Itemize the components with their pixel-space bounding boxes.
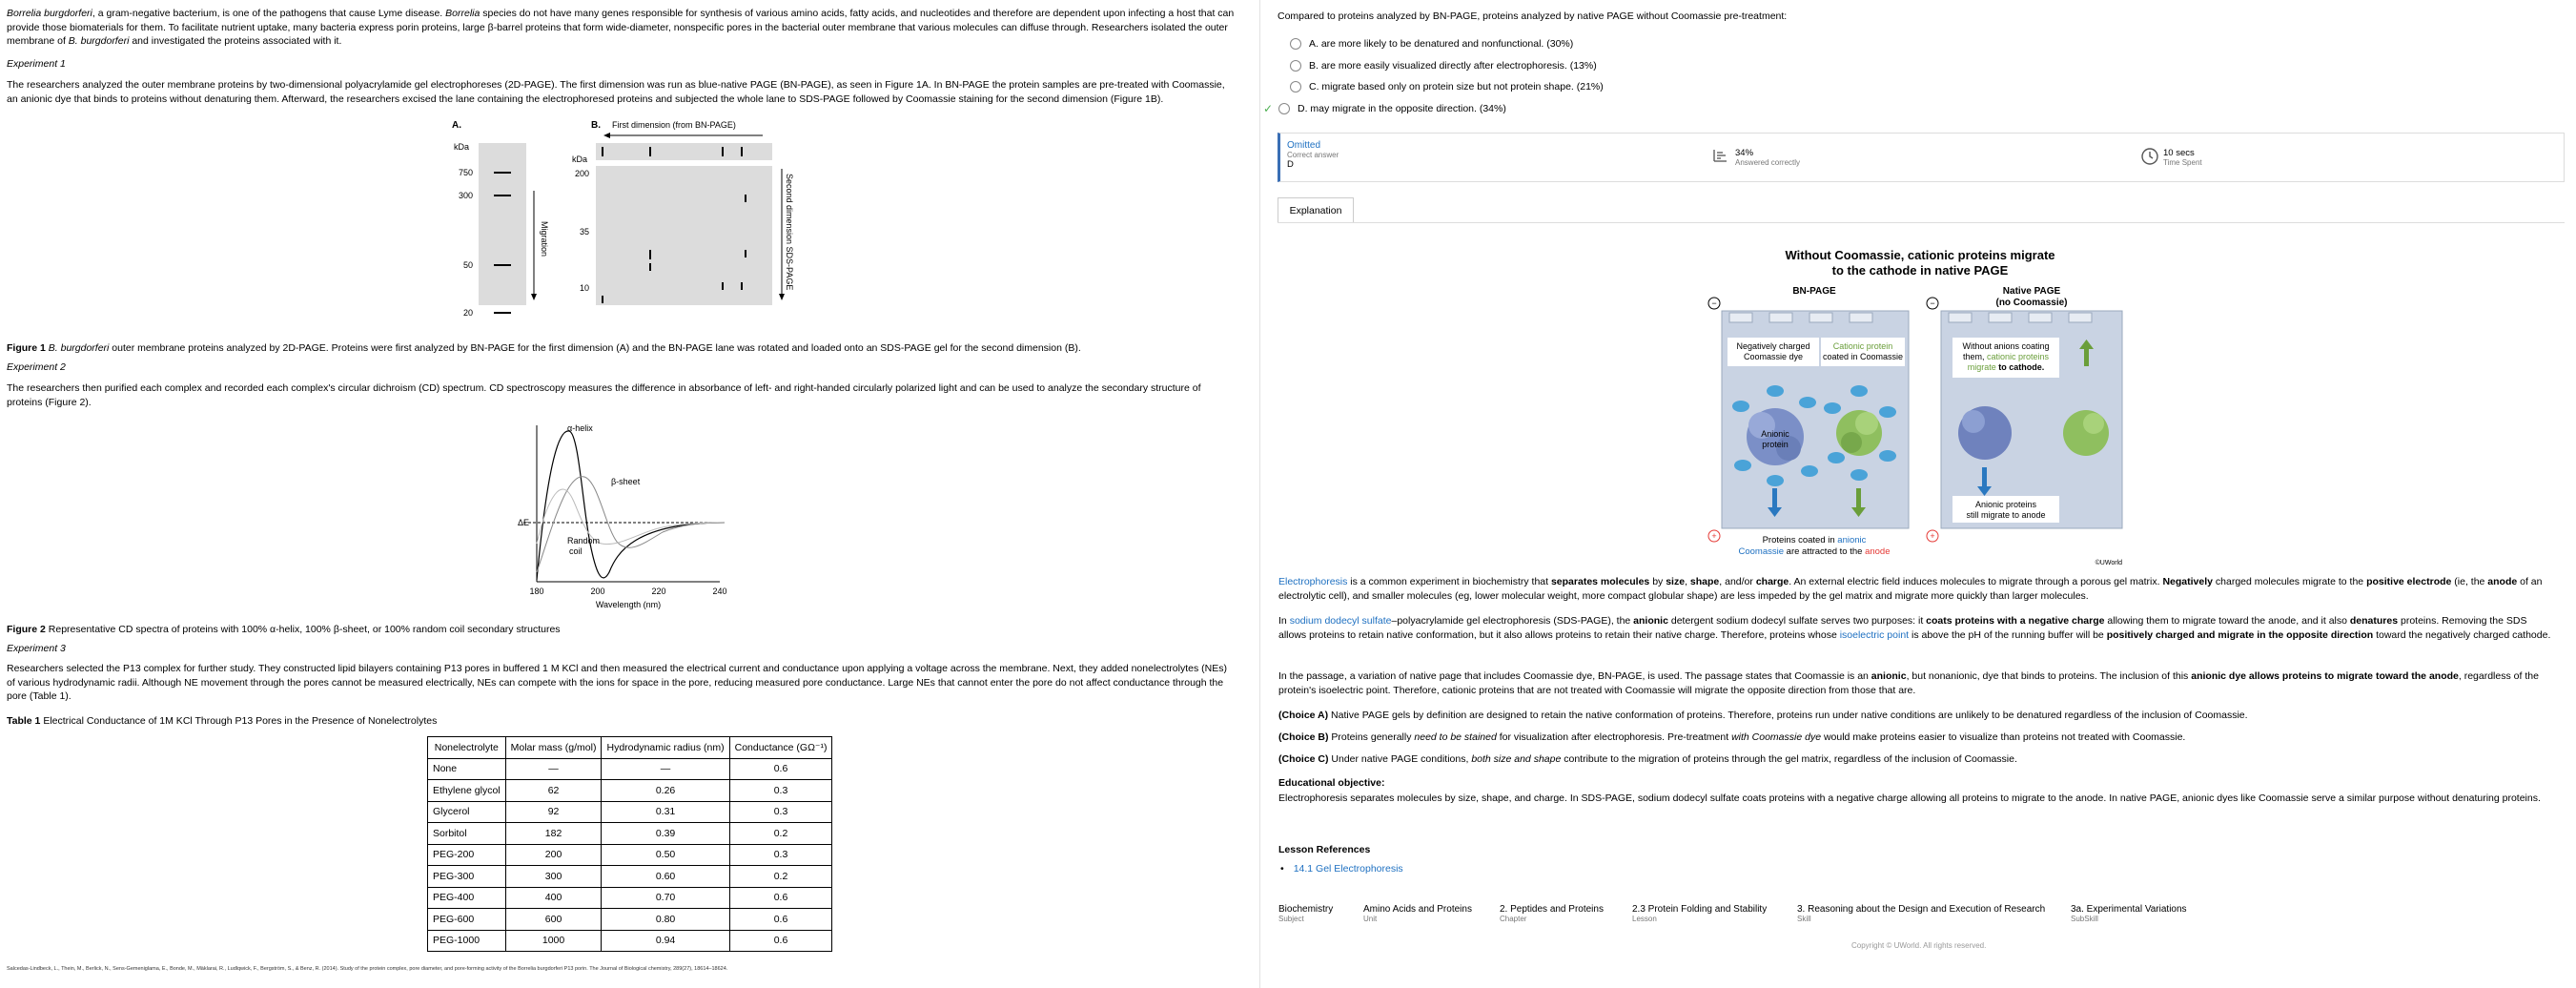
- explanation-para-2: In sodium dodecyl sulfate–polyacrylamide gel electrophoresis (SDS-PAGE), the anionic detergent sodium dodecyl sulfate serves two purposes: it coats proteins with a negative charge allowing them to migrate toward the anode, and it also denatures proteins. Removing the SDS allows proteins to retain native conformation, but it also allows proteins to retain their native charge. Therefore, proteins whose isoelectric point is above the pH of the running buffer will be positively charged and migrate in the opposite direction toward the negatively charged cathode.: [1278, 615, 2551, 641]
- figure-2-caption: Figure 2 Representative CD spectra of proteins with 100% α-helix, 100% β-sheet, or 100% random coil secondary structures: [7, 624, 561, 635]
- fig1-label-b: B.: [591, 120, 601, 131]
- answer-choice-a[interactable]: A. are more likely to be denatured and nonfunctional. (30%): [1275, 38, 1573, 50]
- conductance-table: [427, 736, 832, 952]
- svg-text:35: 35: [579, 227, 589, 237]
- table-row: PEG-400 400 0.70 0.6: [428, 887, 832, 909]
- bottom-label-b: Coomassie are attracted to the anode: [1738, 546, 1891, 557]
- neg-dye-label-b: Coomassie dye: [1743, 352, 1804, 361]
- experiment-2-text: The researchers then purified each complex and recorded each complex's circular dichroism (CD) spectrum. CD spectroscopy measures the difference in absorbance of left- and right-handed circularly polarized light and can be used to analyze the secondary structure of proteins (Figure 2).: [7, 382, 1201, 408]
- bn-lane-strip: [596, 143, 772, 160]
- fig1-kda-b: kDa: [572, 154, 588, 164]
- bottom-label-a: Proteins coated in anionic: [1762, 535, 1867, 545]
- correct-check-icon: ✓: [1263, 102, 1274, 115]
- svg-text:200: 200: [574, 169, 589, 178]
- table-row: PEG-200 200 0.50 0.3: [428, 844, 832, 866]
- anionic-protein-label-b: protein: [1762, 440, 1789, 449]
- radio-c[interactable]: [1290, 81, 1301, 93]
- lesson-link-item: • 14.1 Gel Electrophoresis: [1280, 863, 1403, 875]
- x-ticks: [529, 587, 726, 596]
- table-row: Ethylene glycol 62 0.26 0.3: [428, 780, 832, 802]
- explanation-para-1: Electrophoresis is a common experiment in biochemistry that separates molecules by size, shape, and/or charge. An external electric field induces molecules to migrate through a porous gel matrix. Negatively charged molecules migrate to the positive electrode (ie, the anode of an electrolytic cell), and smaller molecules (eg, lower molecular weight, more compact globular shape) are less impeded by the gel matrix and migrate more quickly than larger molecules.: [1278, 576, 2543, 602]
- svg-text:−: −: [1930, 298, 1935, 308]
- experiment-1-label: Experiment 1: [7, 58, 66, 70]
- table-row: PEG-600 600 0.80 0.6: [428, 909, 832, 931]
- time-spent: 10 secs Time Spent: [2163, 148, 2202, 167]
- x-axis-label: Wavelength (nm): [595, 600, 662, 609]
- choice-b-explanation: (Choice B) Proteins generally need to be stained for visualization after electrophoresis. Pre-treatment with Coomassie dye would make proteins easier to visualize than proteins not treated with Coomassie.: [1278, 731, 2186, 743]
- svg-text:180: 180: [529, 587, 544, 596]
- experiment-3-text: Researchers selected the P13 complex for further study. They constructed lipid bilayers containing P13 pores in buffered 1 M KCl and then measured the electrical current and conductance upon applying a voltage across the membrane. Next, they added nonelectrolytes (NEs) of various hydrodynamic radii. Although NE movement through the pores cannot be measured electrically, NEs can compete with the ions for space in the pore, reducing measured pore conductance. Large NEs that cannot enter the pore do not affect conductance through the pore (Table 1).: [7, 663, 1227, 702]
- bn-page-heading: BN-PAGE: [1792, 286, 1836, 297]
- anionic-still-label-b: still migrate to anode: [1966, 510, 2046, 520]
- educational-objective-label: Educational objective:: [1278, 777, 1385, 789]
- svg-text:10: 10: [579, 283, 589, 293]
- clock-icon: [2140, 147, 2159, 166]
- passage-intro: Borrelia burgdorferi, a gram-negative bacterium, is one of the pathogens that cause Lyme disease. Borrelia species do not have many genes responsible for synthesis of various amino acids, fatty acids, and nucleotides and therefore are dependent upon infecting a host that can provide those biomaterials for them. To facilitate nutrient uptake, many bacteria express porin proteins, large β-barrel proteins that form wide-diameter, nonspecific pores in the bacterial outer membrane that various molecules can diffuse through. Researchers isolated the outer membrane of B. burgdorferi and investigated the proteins associated with it.: [7, 8, 1235, 47]
- experiment-2-label: Experiment 2: [7, 361, 66, 373]
- radio-a[interactable]: [1290, 38, 1301, 50]
- second-dimension-label: Second dimension SDS-PAGE: [785, 174, 794, 291]
- table-row: None — — 0.6: [428, 758, 832, 780]
- table-1-caption: Table 1 Electrical Conductance of 1M KCl Through P13 Pores in the Presence of Nonelectrolytes: [7, 715, 438, 727]
- lesson-references-title: Lesson References: [1278, 844, 1371, 855]
- table-header-row: Nonelectrolyte Molar mass (g/mol) Hydrodynamic radius (nm) Conductance (GΩ⁻¹): [428, 737, 832, 759]
- without-label-c: migrate to cathode.: [1967, 362, 2045, 372]
- native-page-heading-b: (no Coomassie): [1995, 298, 2068, 308]
- radio-d[interactable]: [1278, 103, 1290, 114]
- educational-objective-text: Electrophoresis separates molecules by size, shape, and charge. In SDS-PAGE, sodium dodecyl sulfate coats proteins with a negative charge allowing all proteins to migrate to the anode. In native PAGE, anionic dyes like Coomassie serve a similar purpose without denaturing proteins.: [1278, 792, 2541, 804]
- random-coil-curve: [537, 489, 725, 545]
- electrophoresis-illustration: [1703, 246, 2160, 570]
- footer-skill: 3. Reasoning about the Design and Execution of Research Skill: [1797, 904, 2046, 923]
- footer-subject: Biochemistry Subject: [1278, 904, 1334, 923]
- fig1-ticks-a: [459, 168, 473, 317]
- table-row: Sorbitol 182 0.39 0.2: [428, 823, 832, 845]
- fig1-label-a: A.: [452, 120, 461, 131]
- answer-choice-d[interactable]: ✓ D. may migrate in the opposite direction. (34%): [1263, 102, 1506, 115]
- without-label-a: Without anions coating: [1962, 341, 2050, 351]
- without-label-b: them, cationic proteins: [1962, 352, 2050, 361]
- table-row: PEG-300 300 0.60 0.2: [428, 866, 832, 888]
- figure-2-cd-spectra: [510, 420, 739, 615]
- svg-text:−: −: [1711, 298, 1717, 308]
- sds-page-gel: [596, 166, 772, 305]
- svg-text:240: 240: [712, 587, 727, 596]
- first-dimension-label: First dimension (from BN-PAGE): [612, 120, 736, 130]
- svg-text:200: 200: [590, 587, 605, 596]
- svg-text:300: 300: [458, 191, 473, 200]
- fig1-ticks-b: [575, 169, 589, 293]
- copyright: Copyright © UWorld. All rights reserved.: [1851, 941, 1987, 950]
- svg-text:50: 50: [462, 260, 473, 270]
- experiment-3-label: Experiment 3: [7, 643, 66, 654]
- anionic-still-label-a: Anionic proteins: [1974, 500, 2037, 509]
- table-row: PEG-1000 1000 0.94 0.6: [428, 930, 832, 952]
- native-page-heading-a: Native PAGE: [2002, 286, 2061, 297]
- y-axis-label: ΔE: [518, 518, 530, 527]
- random-coil-label-a: Random: [567, 536, 601, 545]
- footer-lesson: 2.3 Protein Folding and Stability Lesson: [1632, 904, 1768, 923]
- bar-chart-icon: [1712, 148, 1728, 163]
- footer-chapter: 2. Peptides and Proteins Chapter: [1500, 904, 1604, 923]
- svg-text:220: 220: [651, 587, 666, 596]
- beta-sheet-label: β-sheet: [611, 477, 641, 486]
- illustration-title-a: Without Coomassie, cationic proteins migrate: [1785, 248, 2055, 262]
- illustration-title-b: to the cathode in native PAGE: [1831, 263, 2009, 278]
- fig1-kda-a: kDa: [454, 142, 470, 152]
- passage-pane: [0, 0, 1260, 988]
- figure-1: [439, 116, 810, 317]
- beta-sheet-curve: [537, 477, 725, 572]
- random-coil-label-b: coil: [569, 546, 583, 556]
- neg-dye-label-a: Negatively charged: [1736, 341, 1810, 351]
- cationic-label-a: Cationic protein: [1832, 341, 1893, 351]
- uworld-credit: ©UWorld: [2095, 560, 2122, 566]
- alpha-helix-curve: [537, 431, 725, 580]
- experiment-1-text: The researchers analyzed the outer membrane proteins by two-dimensional polyacrylamide gel electrophoreses (2D-PAGE). The first dimension was run as blue-native PAGE (BN-PAGE), as seen in Figure 1A. In BN-PAGE the protein samples are pre-treated with Coomassie, an anionic dye that binds to proteins without denaturing them. Afterward, the researchers excised the lane containing the electrophoresed proteins and subjected the whole lane to SDS-PAGE followed by Coomassie staining for the second dimension (Figure 1B).: [7, 79, 1225, 105]
- lesson-link[interactable]: 14.1 Gel Electrophoresis: [1293, 863, 1403, 875]
- svg-text:+: +: [1930, 531, 1935, 541]
- svg-text:20: 20: [462, 308, 473, 317]
- stats-bar: [1278, 133, 2565, 182]
- choice-a-explanation: (Choice A) Native PAGE gels by definition are designed to retain the native conformation of proteins. Therefore, proteins run under native conditions are unlikely to be denatured regardless of the inclusion of Coomassie.: [1278, 710, 2248, 721]
- table-row: Glycerol 92 0.31 0.3: [428, 801, 832, 823]
- migration-label: Migration: [540, 221, 549, 257]
- tab-explanation[interactable]: Explanation: [1278, 197, 1354, 222]
- cationic-label-b: coated in Coomassie: [1822, 352, 1904, 361]
- answer-choice-c[interactable]: C. migrate based only on protein size but not protein shape. (21%): [1275, 81, 1604, 93]
- status-omitted: Omitted Correct answer D: [1287, 140, 1339, 170]
- alpha-helix-label: α-helix: [567, 423, 593, 433]
- svg-text:750: 750: [458, 168, 473, 177]
- explanation-para-3: In the passage, a variation of native page that includes Coomassie dye, BN-PAGE, is used. The passage states that Coomassie is an anionic, but nonanionic, dye that binds to proteins. The inclusion of this anionic dye allows proteins to migrate toward the anode, regardless of the protein's isoelectric point. Therefore, cationic proteins that are not treated with Coomassie will migrate the opposite direction from those that are.: [1278, 670, 2539, 696]
- radio-b[interactable]: [1290, 60, 1301, 72]
- figure-1-caption: Figure 1 B. burgdorferi outer membrane proteins analyzed by 2D-PAGE. Proteins were first analyzed by BN-PAGE for the first dimension (A) and the BN-PAGE lane was rotated and loaded onto an SDS-PAGE gel for the second dimension (B).: [7, 342, 1081, 354]
- question-stem: Compared to proteins analyzed by BN-PAGE, proteins analyzed by native PAGE without Coomassie pre-treatment:: [1278, 10, 1788, 22]
- choice-c-explanation: (Choice C) Under native PAGE conditions, both size and shape contribute to the migration of proteins through the gel matrix, regardless of the inclusion of Coomassie.: [1278, 753, 2017, 765]
- percent-correct: 34% Answered correctly: [1735, 148, 1801, 167]
- citation: Salcedas-Lindbeck, L., Thein, M., Berlick, N., Sens-Gemeniglama, E., Bonde, M., Mäklarai, R., Ludlqwick, F., Bergström, S., & Benz, R. (2014). Study of the protein complex, pore diameter, and pore-forming activity of the Borrelia burgdorferi P13 porin. The Journal of Biological chemistry, 289(27), 18614–18624.: [7, 966, 728, 972]
- footer-subskill: 3a. Experimental Variations SubSkill: [2071, 904, 2187, 923]
- bn-page-gel: [479, 143, 526, 305]
- svg-text:+: +: [1711, 531, 1717, 541]
- anionic-protein-label-a: Anionic: [1761, 429, 1789, 439]
- footer-unit: Amino Acids and Proteins Unit: [1363, 904, 1472, 923]
- answer-choice-b[interactable]: B. are more easily visualized directly after electrophoresis. (13%): [1275, 60, 1597, 72]
